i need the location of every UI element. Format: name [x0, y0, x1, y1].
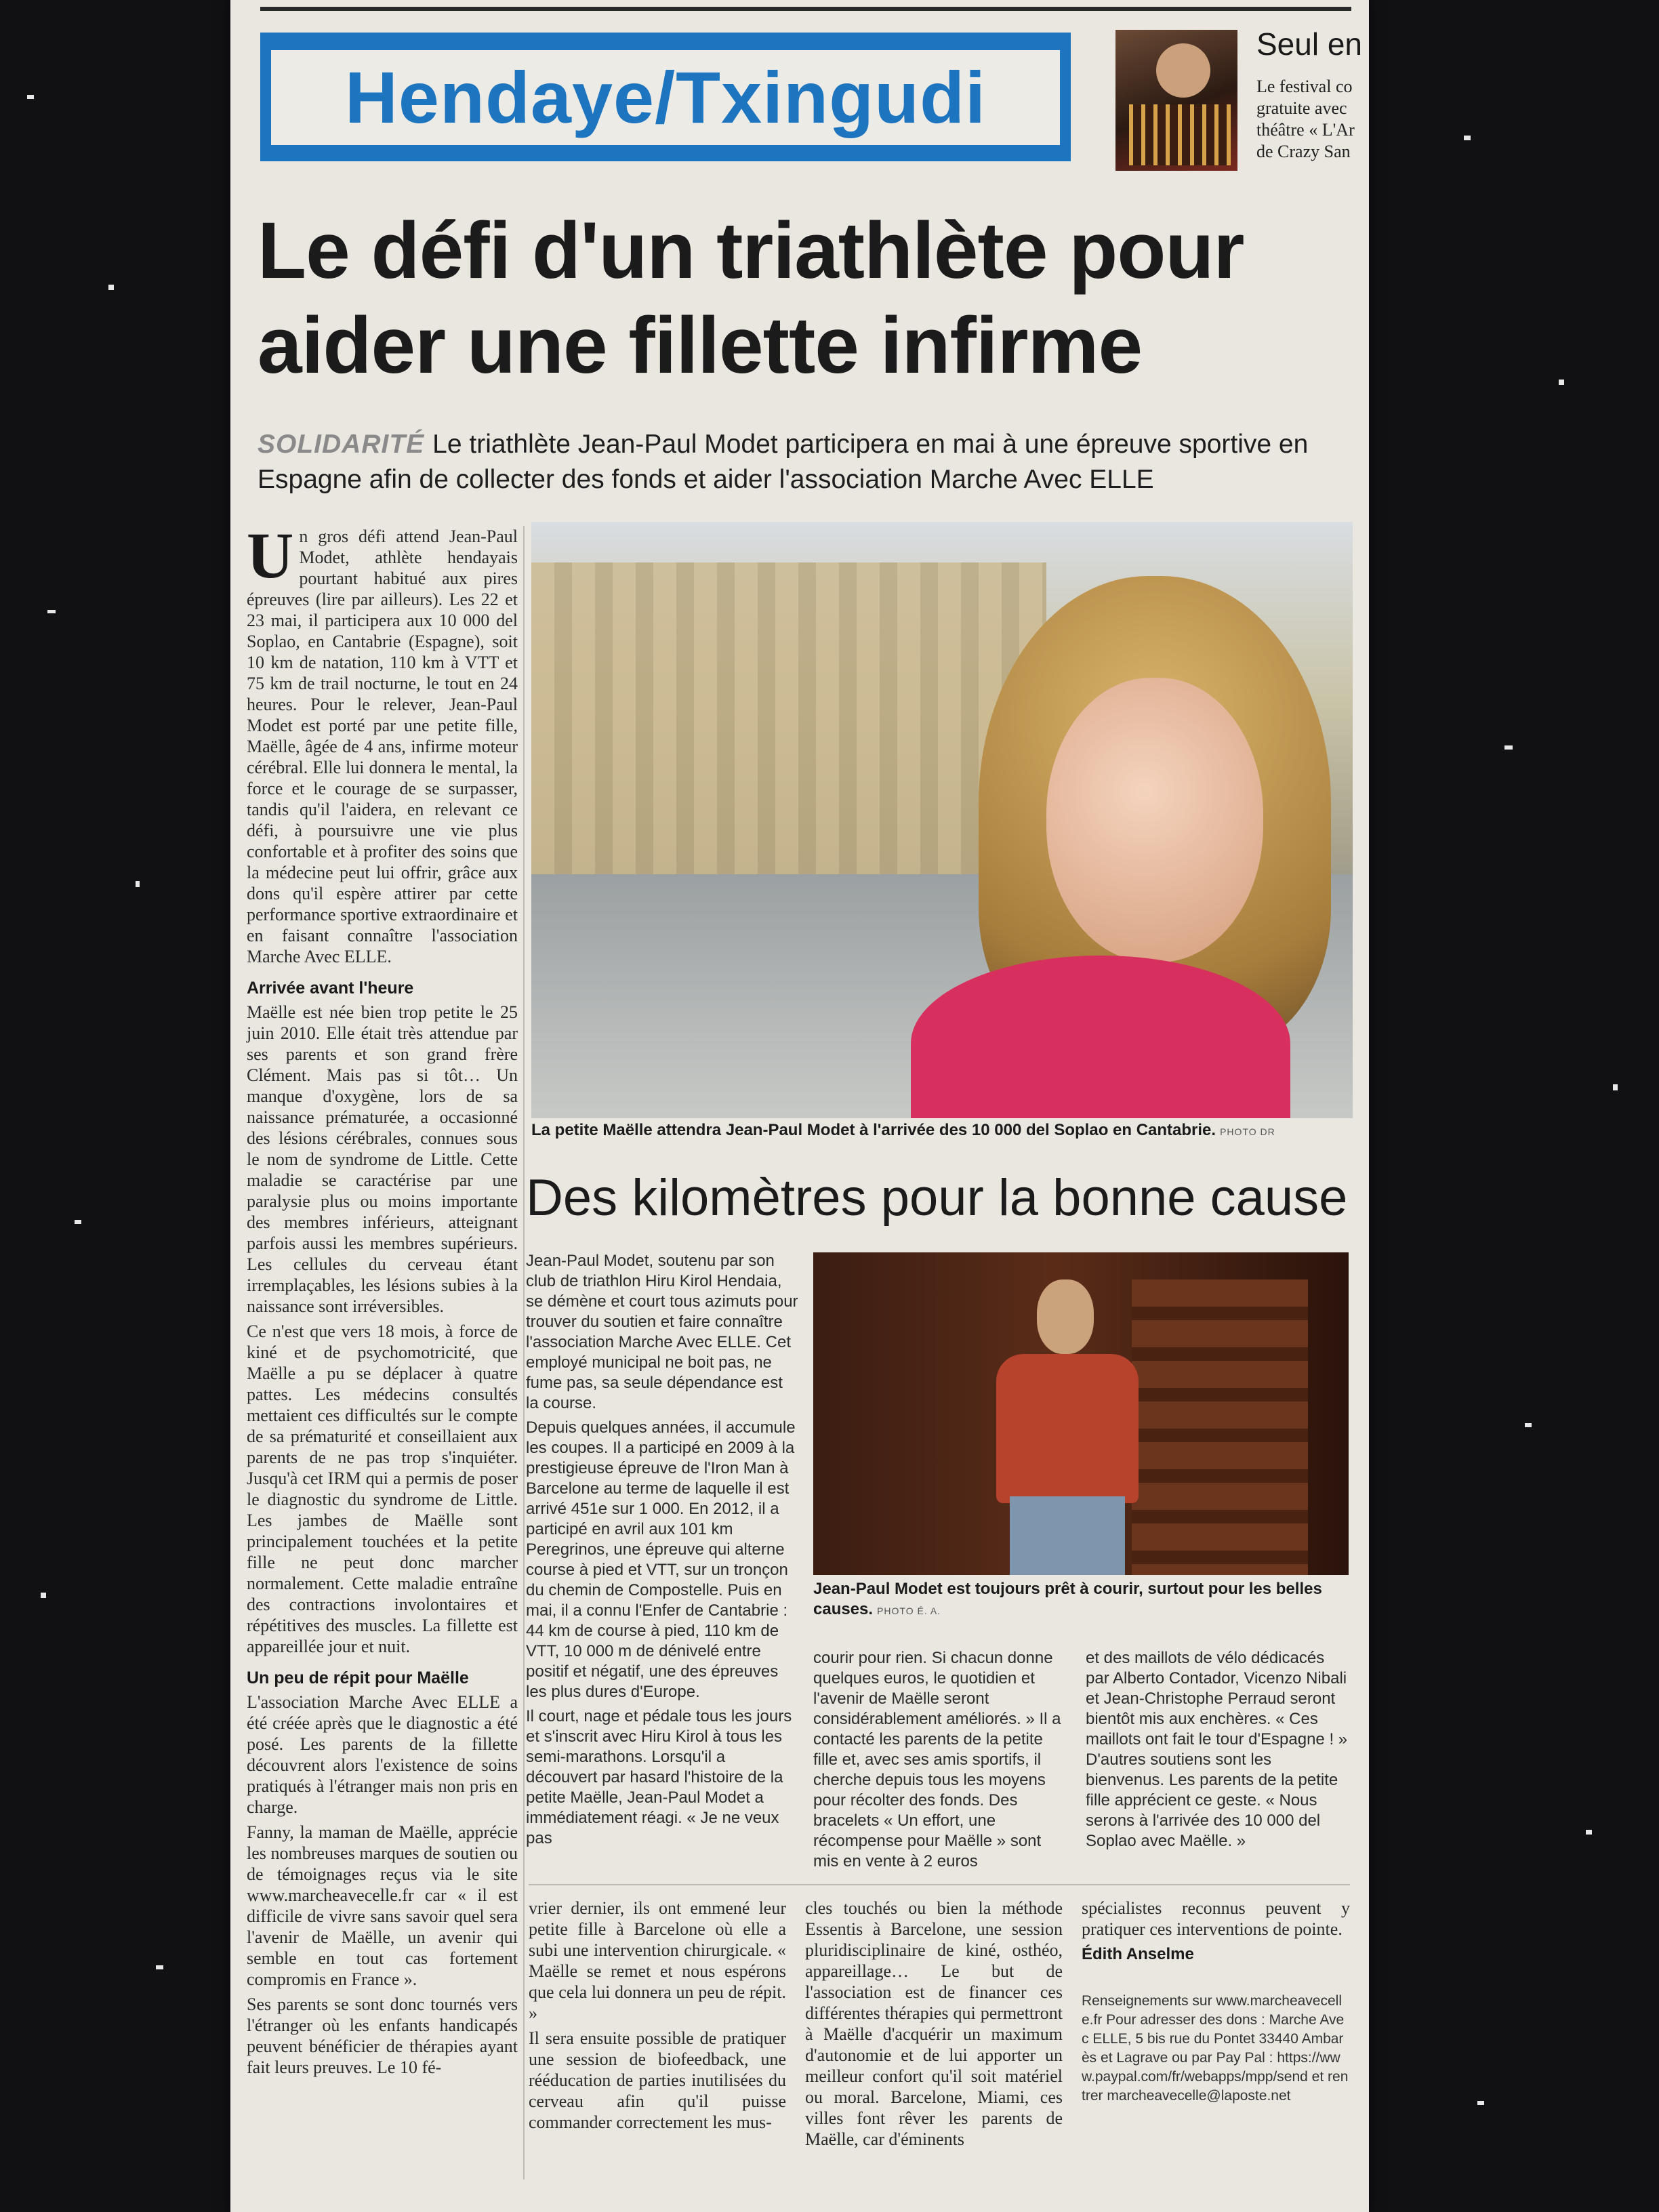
runner-photo-caption [813, 1579, 1349, 1621]
photo-building [531, 562, 1046, 874]
body-paragraph: vrier dernier, ils ont emmené leur petite fille à Barcelone où elle a subi une intervention chirurgicale. « Maëlle se remet et nous espérons que cela lui donnera un peu de répit. » [529, 1898, 786, 2023]
body-paragraph: cles touchés ou bien la méthode Essentis à Barcelone, une session pluridisciplinaire de kiné, osthéo, appareillage… Le but de l'association est de financer ces différentes thérapies qui permettront à Maëlle d'acquérir un maximum d'autonomie et de lui apporter un meilleur confort qu'il soit matériel ou moral. Barcelone, Miami, ces villes font rêver les parents de Maëlle, car d'éminents [805, 1898, 1063, 2149]
article-column-4 [1082, 1898, 1350, 2106]
article-column-1 [247, 519, 518, 2082]
body-paragraph: Ce n'est que vers 18 mois, à force de kiné et de psychomotricité, que Maëlle a pu se déplacer à quatre pattes. Les médecins consultés mettaient ces difficultés sur le compte de sa prématurité et conseillaient aux parents de ne pas trop s'inquiéter. Jusqu'à cet IRM qui a permis de poser le diagnostic du syndrome de Little. Les jambes de Maëlle sont principalement touchées et la petite fille ne peut donc marcher normalement. Cette maladie entraîne des contractions involontaires et répétitives des muscles. La fillette est appareillée jour et nuit. [247, 1322, 518, 1656]
background-speck [1477, 2101, 1484, 2105]
caption-text: Jean-Paul Modet est toujours prêt à courir, surtout pour les belles causes. [813, 1580, 1322, 1618]
crosshead-2: Un peu de répit pour Maëlle [247, 1668, 469, 1687]
background-speck [1559, 380, 1564, 385]
author-byline: Édith Anselme [1082, 1945, 1194, 1963]
caption-text: La petite Maëlle attendra Jean-Paul Modet à l'arrivée des 10 000 del Soplao en Cantabrie. [531, 1121, 1216, 1139]
body-paragraph: Ses parents se sont donc tournés vers l'étranger où les enfants handicapés peuvent bénéficier de thérapies ayant fait leurs preuves. Le 10 fé- [247, 1994, 518, 2077]
sidebar-paragraph: Depuis quelques années, il accumule les coupes. Il a participé en 2009 à la prestigieuse épreuve de l'Iron Man à Barcelone au terme de laquelle il est arrivé 451e sur 1 000. En 2012, il a participé en avril aux 101 km Peregrinos, une épreuve qui alterne course à pied et VTT, sur un tronçon du chemin de Compostelle. Puis en mai, il a connu l'Enfer de Cantabrie : 44 km de course à pied, 110 km de VTT, 10 000 m de dénivelé entre positif et négatif, une des épreuves les plus dures d'Europe. [526, 1418, 796, 1701]
article-column-2 [529, 1898, 786, 2137]
sidebar-paragraph: et des maillots de vélo dédicacés par Alberto Contador, Vicenzo Nibali et Jean-Christophe Perraud seront bientôt mis aux enchères. « Ces maillots ont fait le tour d'Espagne ! » D'autres soutiens sont les bienvenus. Les parents de la petite fille apprécient ce geste. « Nous serons à l'arrivée des 10 000 del Soplao avec Maëlle. » [1086, 1649, 1348, 1850]
background-speck [47, 610, 56, 613]
background-speck [108, 285, 114, 290]
section-rule [529, 1884, 1350, 1885]
sidebar-paragraph: courir pour rien. Si chacun donne quelques euros, le quotidien et l'avenir de Maëlle seront considérablement améliorés. » Il a contacté les parents de la petite fille et, avec ses amis sportifs, il cherche depuis tous les moyens pour récolter des fonds. Des bracelets « Un effort, une récompense pour Maëlle » sont mis en vente à 2 euros [813, 1649, 1061, 1870]
background-speck [1613, 1084, 1618, 1090]
background-speck [1525, 1423, 1532, 1427]
photo-credit: PHOTO É. A. [877, 1605, 941, 1616]
background-speck [156, 1965, 163, 1969]
crosshead-1: Arrivée avant l'heure [247, 979, 414, 998]
top-rule [260, 7, 1351, 11]
background-speck [27, 95, 34, 99]
info-box: Renseignements sur www.marcheavecelle.fr Pour adresser des dons : Marche Avec ELLE, 5 bis rue du Pontet 33440 Ambarès et Lagrave ou par Pay Pal : https://www.paypal.com/fr/webapps/mpp/send et rentrer marcheavecelle@laposte.net [1082, 1993, 1349, 2104]
sidebar-paragraph: Jean-Paul Modet, soutenu par son club de triathlon Hiru Kirol Hendaia, se démène et court tous azimuts pour trouver du soutien et faire connaître l'association Marche Avec ELLE. Cet employé municipal ne boit pas, ne fume pas, sa seule dépendance est la course. [526, 1252, 798, 1412]
main-photo-caption [531, 1121, 1353, 1140]
sidebar-column-3 [1086, 1648, 1350, 1856]
teaser-photo-face [1156, 43, 1210, 98]
teaser-text: Le festival co gratuite avec théâtre « L'Ar de Crazy San [1256, 77, 1355, 161]
intro-paragraph [247, 519, 518, 967]
article-headline: Le défi d'un triathlète pour aider une fillette infirme [258, 206, 1244, 390]
photo-man-jeans [1010, 1496, 1125, 1575]
body-paragraph: Fanny, la maman de Maëlle, apprécie les nombreuses marques de soutien ou de témoignages reçus via le site www.marcheavecelle.fr car « il est difficile de vivre sans savoir quel sera l'avenir de Maëlle, un avenir qui semble en tout cas fortement compromis en France ». [247, 1822, 518, 1989]
article-column-3 [805, 1898, 1063, 2154]
photo-credit: PHOTO DR [1220, 1126, 1275, 1137]
teaser-photo-bars [1129, 104, 1231, 165]
teaser-title: Seul en [1256, 26, 1363, 62]
background-speck [1586, 1830, 1592, 1835]
background-speck [1464, 136, 1471, 140]
teaser-photo [1115, 30, 1237, 171]
body-paragraph: Il sera ensuite possible de pratiquer une session de biofeedback, une rééducation de parties inutilisées du cerveau afin qu'il puisse commander correctement les mus- [529, 2028, 786, 2132]
deck-text: Le triathlète Jean-Paul Modet participera en mai à une épreuve sportive en Espagne afin de collecter des fonds et aider l'association Marche Avec ELLE [258, 430, 1309, 494]
photo-man-head [1037, 1279, 1094, 1354]
sidebar-paragraph: Il court, nage et pédale tous les jours et s'inscrit avec Hiru Kirol à tous les semi-marathons. Lorsqu'il a découvert par hasard l'histoire de la petite Maëlle, Jean-Paul Modet a immédiatement réagi. « Je ne veux pas [526, 1707, 792, 1847]
background-speck [41, 1593, 46, 1598]
sidebar-headline: Des kilomètres pour la bonne cause [526, 1169, 1348, 1227]
article-deck [258, 427, 1355, 497]
sidebar-column-1 [526, 1251, 800, 1853]
background-speck [1504, 745, 1513, 750]
dropcap: U [247, 519, 294, 592]
column-rule [523, 526, 525, 2179]
background-speck [136, 881, 140, 887]
body-paragraph: L'association Marche Avec ELLE a été créée après que le diagnostic a été posé. Les parents de la fillette découvrent alors l'existence de soins pratiqués à l'étranger mais non pris en charge. [247, 1692, 518, 1817]
deck-kicker: SOLIDARITÉ [258, 430, 425, 459]
body-paragraph: Maëlle est née bien trop petite le 25 juin 2010. Elle était très attendue par ses parents et son grand frère Clément. Mais pas si tôt… Un manque d'oxygène, lors de sa naissance prématurée, a occasionné des lésions cérébrales, connues sous le nom de syndrome de Little. Cette maladie se caractérise par une paralysie plus ou moins importante des membres inférieurs, atteignant parfois aussi les membres supérieurs. Les cellules du cerveau étant irremplaçables, les lésions subies à la naissance sont irréversibles. [247, 1002, 518, 1316]
photo-man-sweater [996, 1354, 1139, 1503]
newspaper-clipping [230, 0, 1369, 2212]
main-photo [531, 522, 1353, 1118]
body-paragraph: spécialistes reconnus peuvent y pratiquer ces interventions de pointe. [1082, 1898, 1350, 1939]
intro-text: n gros défi attend Jean-Paul Modet, athlète hendayais pourtant habitué aux pires épreuves (lire par ailleurs). Les 22 et 23 mai, il participera aux 10 000 del Soplao, en Cantabrie (Espagne), soit 10 km de natation, 110 km à VTT et 75 km de trail nocturne, le tout en 24 heures. Pour le relever, Jean-Paul Modet est porté par une petite fille, Maëlle, âgée de 4 ans, infirme moteur cérébral. Elle lui donnera le mental, la force et le courage de se surpasser, tandis qu'il l'aidera, en relevant ce défi, à poursuivre une vie plus confortable et à profiter des soins que la médecine peut lui offrir, grâce aux dons qu'il espère attirer par cette performance sportive extraordinaire et en faisant connaître l'association Marche Avec ELLE. [247, 527, 518, 966]
section-title: Hendaye/Txingudi [271, 50, 1060, 145]
photo-girl-face [1046, 678, 1263, 962]
section-banner [260, 33, 1071, 161]
background-speck [75, 1220, 81, 1224]
runner-photo [813, 1252, 1349, 1575]
sidebar-column-2 [813, 1648, 1071, 1876]
photo-door [1132, 1279, 1308, 1575]
